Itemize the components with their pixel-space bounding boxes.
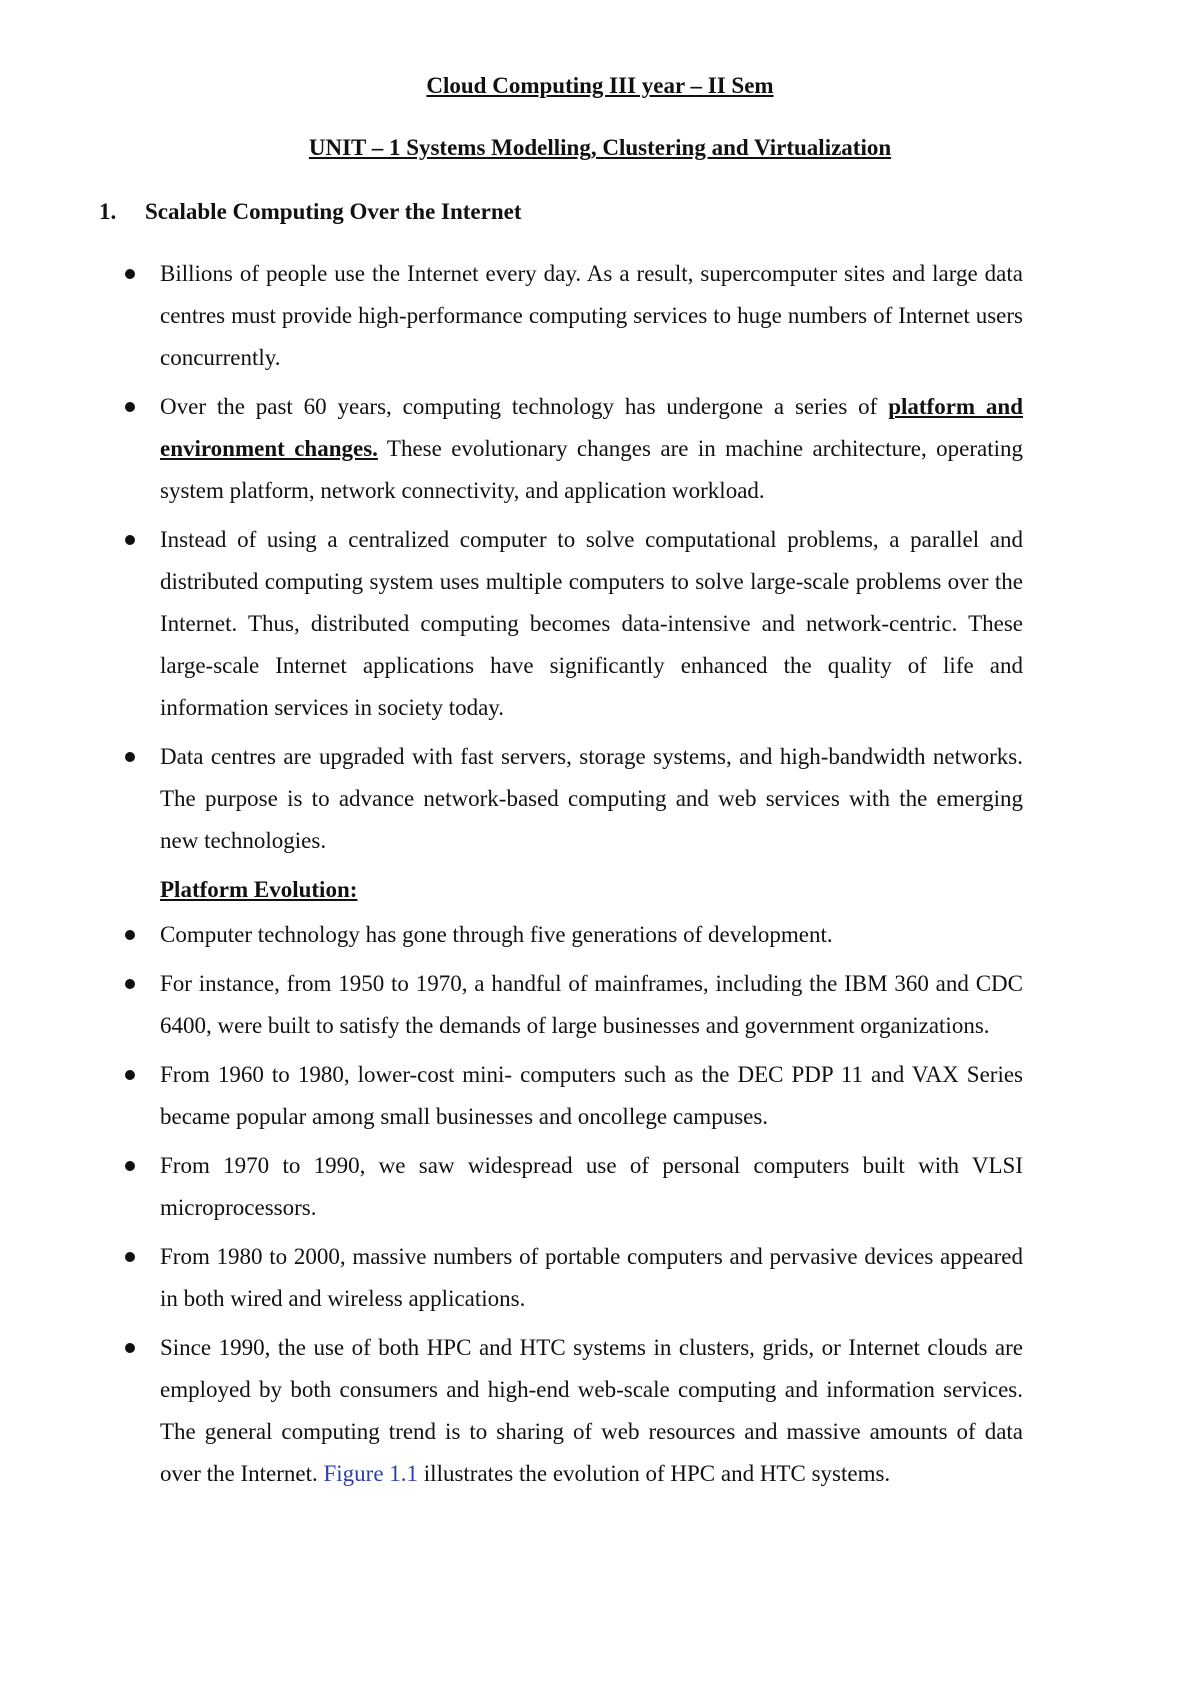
document-title: Cloud Computing III year – II Sem: [426, 73, 774, 98]
list-item-text: From 1970 to 1990, we saw widespread use of personal computers built with VLSI microprocessors.: [160, 1153, 1023, 1220]
list-item: [118, 1236, 1023, 1320]
list-item: [118, 1145, 1023, 1229]
emphasized-phrase: platform and environment changes.: [160, 394, 1023, 461]
list-item-text: For instance, from 1950 to 1970, a handful of mainframes, including the IBM 360 and CDC 6400, were built to satisfy the demands of large businesses and government organizations.: [160, 971, 1023, 1038]
bullet-icon: [125, 1252, 135, 1262]
unit-title: UNIT – 1 Systems Modelling, Clustering and Virtualization: [308, 135, 892, 160]
list-item: [118, 1054, 1023, 1138]
figure-link[interactable]: Figure 1.1: [323, 1461, 419, 1486]
section-heading: [99, 198, 522, 226]
list-item-text: From 1960 to 1980, lower-cost mini- computers such as the DEC PDP 11 and VAX Series became popular among small businesses and oncollege campuses.: [160, 1062, 1023, 1129]
list-item: [118, 386, 1023, 512]
bullet-icon: [125, 979, 135, 989]
list-item-text-pre: Over the past 60 years, computing technology has undergone a series of: [160, 394, 889, 419]
bullet-icon: [125, 930, 135, 940]
bullet-icon: [125, 752, 135, 762]
list-item: [118, 519, 1023, 729]
list-item: [118, 963, 1023, 1047]
bullet-icon: [125, 1070, 135, 1080]
list-item: [118, 736, 1023, 862]
list-item-text-pre: Since 1990, the use of both HPC and HTC systems in clusters, grids, or Internet clouds are employed by both consumers and high-end web-scale computing and information services. The general computing trend is to sharing of web resources and massive amounts of data over the Internet.: [160, 1335, 1023, 1486]
list-item: [118, 253, 1023, 379]
intro-bullet-list: [118, 253, 1023, 869]
platform-evolution-heading: Platform Evolution:: [160, 877, 358, 902]
list-item: [118, 1327, 1023, 1495]
platform-evolution-list: [118, 914, 1023, 1502]
list-item-text-post: illustrates the evolution of HPC and HTC systems.: [418, 1461, 891, 1486]
list-item-text: Data centres are upgraded with fast servers, storage systems, and high-bandwidth networks. The purpose is to advance network-based computing and web services with the emerging new technologies.: [160, 744, 1023, 853]
section-title: Scalable Computing Over the Internet: [145, 199, 522, 224]
section-number: 1.: [99, 199, 117, 224]
list-item-text: Computer technology has gone through five generations of development.: [160, 922, 833, 947]
list-item-text: Instead of using a centralized computer to solve computational problems, a parallel and distributed computing system uses multiple computers to solve large-scale problems over the Internet. Thus, distributed computing becomes data-intensive and network-centric. These large-scale Internet applications have significantly enhanced the quality of life and information services in society today.: [160, 527, 1023, 720]
list-item-text: Billions of people use the Internet every day. As a result, supercomputer sites and large data centres must provide high-performance computing services to huge numbers of Internet users concurrently.: [160, 261, 1023, 370]
bullet-icon: [125, 1343, 135, 1353]
bullet-icon: [125, 535, 135, 545]
bullet-icon: [125, 1161, 135, 1171]
list-item: [118, 914, 1023, 956]
bullet-icon: [125, 269, 135, 279]
list-item-text: From 1980 to 2000, massive numbers of portable computers and pervasive devices appeared in both wired and wireless applications.: [160, 1244, 1023, 1311]
bullet-icon: [125, 402, 135, 412]
list-item-text-post: These evolutionary changes are in machine architecture, operating system platform, network connectivity, and application workload.: [160, 436, 1023, 503]
